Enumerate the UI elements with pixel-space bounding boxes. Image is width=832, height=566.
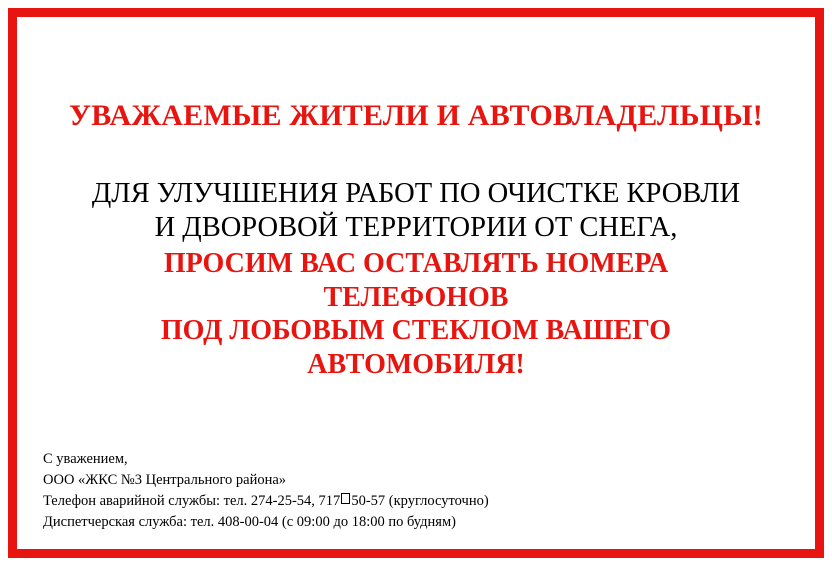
body-red-line-3: ПОД ЛОБОВЫМ СТЕКЛОМ ВАШЕГО [160,315,672,347]
footer-line-emergency-phone [43,491,489,512]
body-black-line-1: ДЛЯ УЛУЧШЕНИЯ РАБОТ ПО ОЧИСТКЕ КРОВЛИ [91,177,741,209]
footer-line-company: ООО «ЖКС №3 Центрального района» [43,471,287,488]
body-black-line-2: И ДВОРОВОЙ ТЕРРИТОРИИ ОТ СНЕГА, [154,211,678,243]
poster-content [17,17,815,549]
body-red-line-2: ТЕЛЕФОНОВ [323,281,509,313]
poster-body-red [43,247,789,381]
poster-body-black [43,177,789,245]
body-red-line-4: АВТОМОБИЛЯ! [307,348,525,380]
missing-glyph-box-icon [341,493,350,504]
red-border-frame [8,8,824,558]
emergency-phone-suffix: 50-57 (круглосуточно) [351,492,489,509]
emergency-phone-prefix: Телефон аварийной службы: тел. 274-25-54, 717 [43,492,341,509]
poster-footer [43,449,489,533]
poster-headline: УВАЖАЕМЫЕ ЖИТЕЛИ И АВТОВЛАДЕЛЬЦЫ! [68,99,763,132]
body-red-line-1: ПРОСИМ ВАС ОСТАВЛЯТЬ НОМЕРА [163,247,669,279]
footer-line-dispatch-phone: Диспетчерская служба: тел. 408-00-04 (с 09:00 до 18:00 по будням) [43,513,456,530]
footer-line-regards: С уважением, [43,450,128,467]
